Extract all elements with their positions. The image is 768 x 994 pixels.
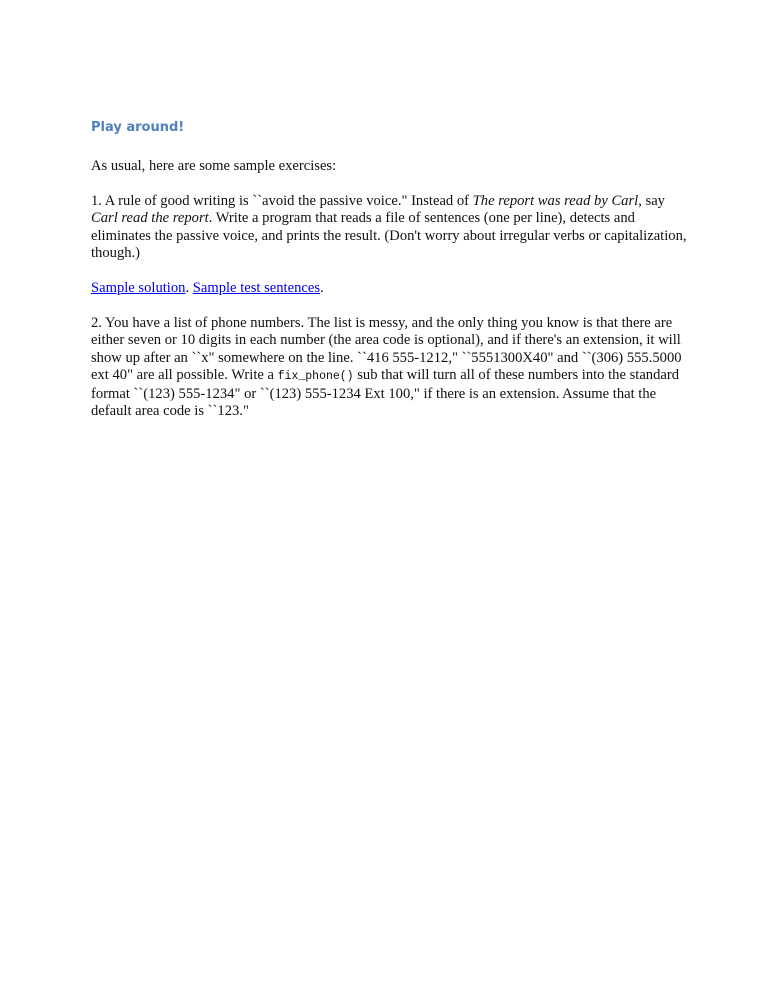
exercise-1-text-c: . Write a program that reads a file of sentences (one per line), detects and eliminates the passive voice, and prints the result. (Don't worry about irregular verbs or capitalization, though.) [91,210,687,262]
fix-phone-code: fix_phone() [277,370,354,384]
intro-paragraph: As usual, here are some sample exercises: [91,158,337,174]
exercise-1-text-b: , say [638,193,665,209]
links-end: . [320,280,324,296]
sample-solution-link[interactable]: Sample solution [91,280,186,296]
exercise-1-text-a: 1. A rule of good writing is ``avoid the passive voice." Instead of [91,193,473,209]
exercise-2-text-a: 2. You have a list of phone numbers. The list is messy, and the only thing you know is that there are either seven or 10 digits in each number (the area code is optional), and if there's an extension, it will show up after an ``x" somewhere on the line. ``416 555-1212," ``5551300X40" and ``(306) 555.5000 ext 40" are all possible. Write a [91,315,682,384]
active-example: Carl read the report [91,210,209,227]
sample-links-paragraph [91,280,691,297]
sample-test-sentences-link[interactable]: Sample test sentences [192,280,321,296]
exercise-2-text-b: sub that will turn all of these numbers into the standard format ``(123) 555-1234" or ``(123) 555-1234 Ext 100," if there is an extension. Assume that the default area code is ``123." [91,367,680,420]
exercise-2-paragraph [91,315,691,420]
links-separator: . [185,280,193,296]
section-heading: Play around! [91,120,185,135]
passive-example: The report was read by Carl [472,193,639,209]
exercise-1-paragraph [91,193,691,263]
